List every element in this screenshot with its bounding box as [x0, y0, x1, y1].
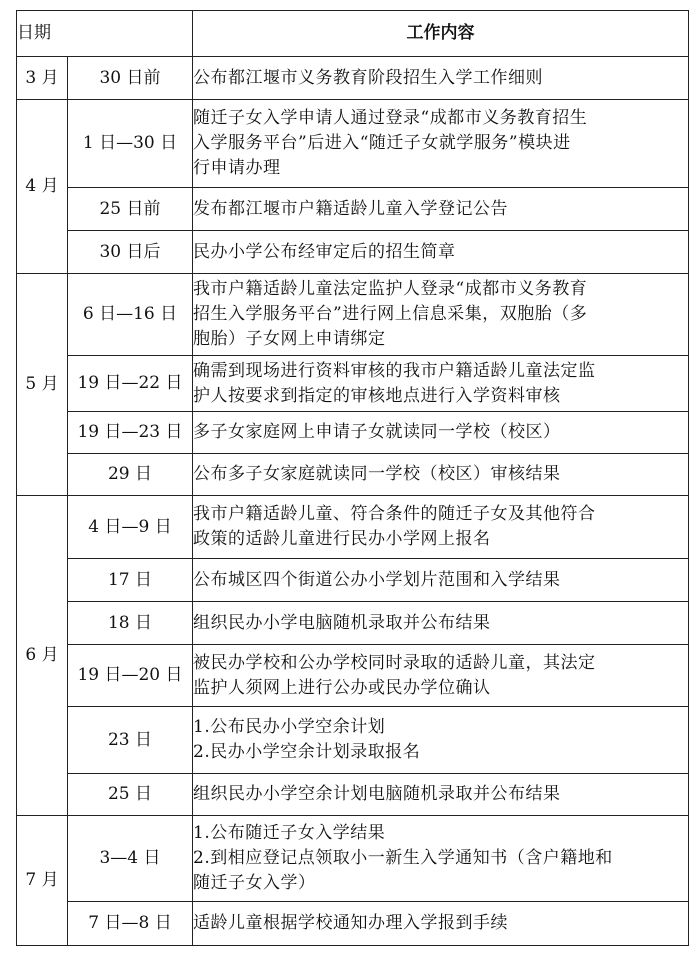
day-cell: 3—4 日	[68, 816, 193, 902]
content-cell	[193, 100, 689, 188]
content-line: 确需到现场进行资料审核的我市户籍适龄儿童法定监	[193, 360, 596, 381]
table-row	[17, 274, 689, 356]
content-line: 2.民办小学空余计划录取报名	[193, 742, 421, 762]
date-column-header: 日期	[17, 11, 193, 57]
content-cell	[193, 902, 689, 946]
content-line: 公布多子女家庭就读同一学校（校区）审核结果	[193, 464, 561, 484]
content-line: 监护人须网上进行公办或民办学位确认	[193, 677, 491, 698]
content-line: 入学服务平台”后进入“随迁子女就学服务”模块进	[193, 133, 571, 153]
content-line: 我市户籍适龄儿童、符合条件的随迁子女及其他符合	[193, 504, 596, 524]
day-cell: 18 日	[68, 602, 193, 645]
day-cell: 30 日后	[68, 231, 193, 274]
content-cell	[193, 816, 689, 902]
day-cell: 19 日—22 日	[68, 356, 193, 412]
content-line: 随迁子女入学申请人通过登录“成都市义务教育招生	[193, 108, 588, 128]
table-row	[17, 57, 689, 100]
table-row	[17, 902, 689, 946]
table-row	[17, 602, 689, 645]
month-cell: 4 月	[17, 100, 68, 274]
day-cell: 6 日—16 日	[68, 274, 193, 356]
content-line: 招生入学服务平台”进行网上信息采集，双胞胎（多	[193, 304, 588, 324]
content-cell	[193, 231, 689, 274]
table-row	[17, 356, 689, 412]
day-cell: 1 日—30 日	[68, 100, 193, 188]
day-cell: 17 日	[68, 559, 193, 602]
content-line: 适龄儿童根据学校通知办理入学报到手续	[193, 913, 508, 933]
content-cell	[193, 602, 689, 645]
table-row	[17, 816, 689, 902]
table-row	[17, 645, 689, 707]
content-cell	[193, 496, 689, 559]
content-line: 被民办学校和公办学校同时录取的适龄儿童，其法定	[193, 652, 596, 673]
day-cell: 29 日	[68, 454, 193, 496]
table-row	[17, 188, 689, 231]
day-cell: 30 日前	[68, 57, 193, 100]
day-cell: 7 日—8 日	[68, 902, 193, 946]
day-cell: 4 日—9 日	[68, 496, 193, 559]
content-line: 政策的适龄儿童进行民办小学网上报名	[193, 529, 491, 549]
table-row	[17, 559, 689, 602]
content-line: 随迁子女入学）	[193, 873, 316, 893]
day-cell: 25 日	[68, 774, 193, 816]
header-row	[17, 11, 689, 57]
month-cell: 3 月	[17, 57, 68, 100]
content-cell	[193, 188, 689, 231]
content-line: 公布城区四个街道公办小学划片范围和入学结果	[193, 569, 561, 590]
content-cell	[193, 356, 689, 412]
content-cell	[193, 274, 689, 356]
content-line: 行申请办理	[193, 158, 281, 178]
content-cell	[193, 774, 689, 816]
content-column-header: 工作内容	[193, 11, 689, 57]
content-line: 护人按要求到指定的审核地点进行入学资料审核	[193, 385, 561, 406]
content-line: 胞胎）子女网上申请绑定	[193, 329, 386, 349]
content-line: 组织民办小学电脑随机录取并公布结果	[193, 612, 491, 633]
content-cell	[193, 454, 689, 496]
content-line: 我市户籍适龄儿童法定监护人登录“成都市义务教育	[193, 279, 588, 299]
content-line: 公布都江堰市义务教育阶段招生入学工作细则	[193, 67, 543, 88]
month-cell: 7 月	[17, 816, 68, 946]
month-cell: 6 月	[17, 496, 68, 816]
table-row	[17, 496, 689, 559]
day-cell: 19 日—23 日	[68, 412, 193, 454]
content-cell	[193, 412, 689, 454]
table-row	[17, 454, 689, 496]
content-line: 1.公布随迁子女入学结果	[193, 823, 386, 843]
content-line: 2.到相应登记点领取小一新生入学通知书（含户籍地和	[193, 848, 613, 868]
day-cell: 23 日	[68, 707, 193, 774]
content-cell	[193, 57, 689, 100]
table-row	[17, 412, 689, 454]
table-row	[17, 100, 689, 188]
content-cell	[193, 645, 689, 707]
table-row	[17, 774, 689, 816]
content-line: 多子女家庭网上申请子女就读同一学校（校区）	[193, 422, 561, 442]
content-line: 民办小学公布经审定后的招生简章	[193, 241, 456, 262]
content-cell	[193, 559, 689, 602]
day-cell: 25 日前	[68, 188, 193, 231]
day-cell: 19 日—20 日	[68, 645, 193, 707]
content-line: 1.公布民办小学空余计划	[193, 717, 386, 737]
content-line: 发布都江堰市户籍适龄儿童入学登记公告	[193, 198, 508, 219]
month-cell: 5 月	[17, 274, 68, 496]
content-cell	[193, 707, 689, 774]
table-row	[17, 231, 689, 274]
enrollment-schedule-table	[16, 10, 689, 946]
table-row	[17, 707, 689, 774]
content-line: 组织民办小学空余计划电脑随机录取并公布结果	[193, 784, 561, 804]
